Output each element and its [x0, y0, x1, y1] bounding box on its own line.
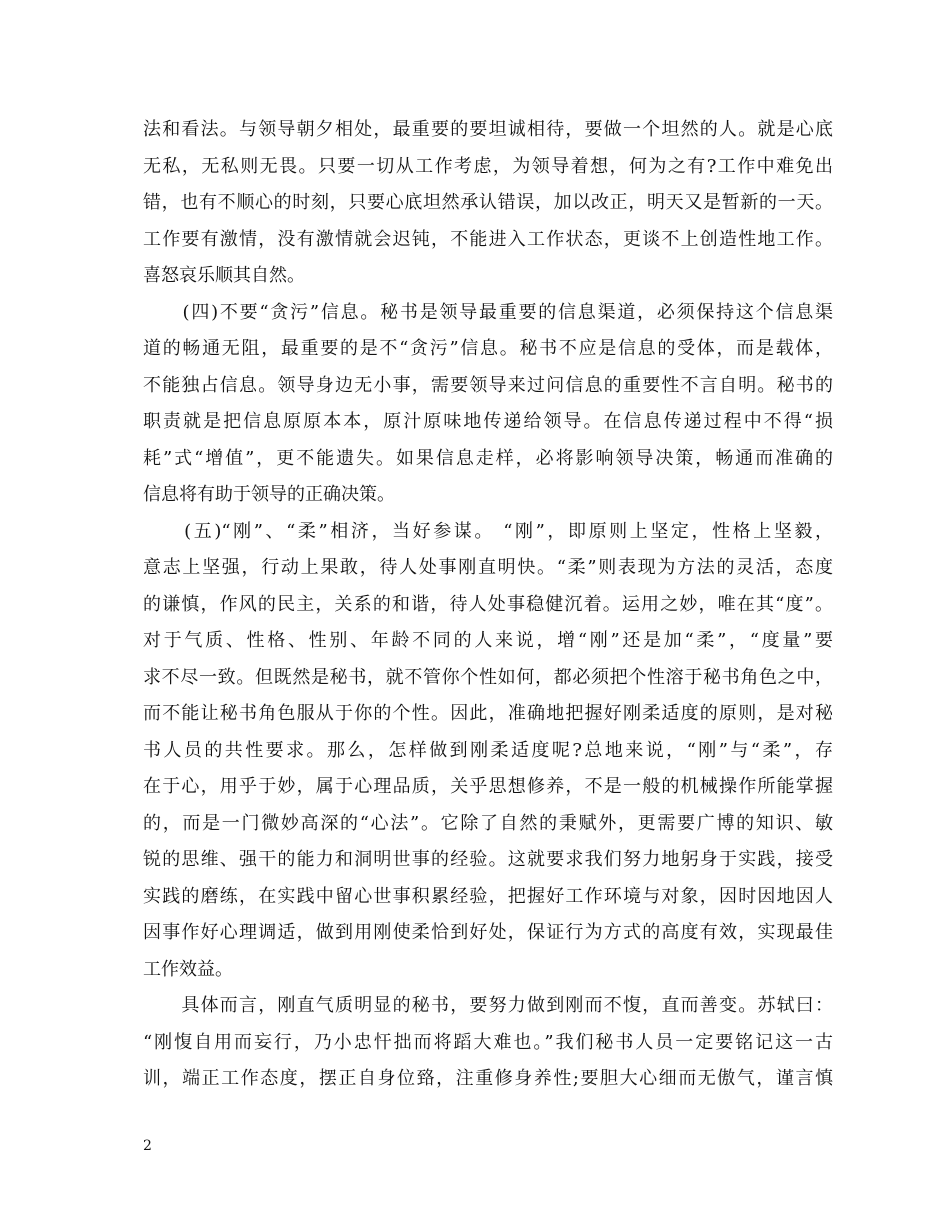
- text-line: 训，端正工作态度，摆正自身位臵，注重修身养性;要胆大心细而无傲气，谨言慎: [143, 1068, 833, 1089]
- paragraph-4: [143, 988, 833, 1098]
- text-line: 意志上坚强，行动上果敢，待人处事刚直明快。“柔”则表现为方法的灵活，态度: [143, 557, 833, 578]
- text-line: “刚愎自用而妄行，乃小忠忓拙而将蹈大难也。”我们秘书人员一定要铭记这一古: [143, 1031, 833, 1053]
- text-line: 不能独占信息。领导身边无小事，需要领导来过问信息的重要性不言自明。秘书的: [143, 374, 833, 396]
- text-line: (五)“刚”、“柔”相济，当好参谋。 “刚”，即原则上坚定，性格上坚毅，: [143, 520, 833, 542]
- text-line: 锐的思维、强干的能力和洞明世事的经验。这就要求我们努力地躬身于实践，接受: [143, 849, 833, 870]
- text-line: 道的畅通无阻，最重要的是不“贪污”信息。秘书不应是信息的受体，而是载体，: [143, 338, 833, 359]
- page-number: 2: [143, 1138, 152, 1154]
- text-line: 喜怒哀乐顺其自然。: [143, 265, 305, 286]
- text-line: 而不能让秘书角色服从于你的个性。因此，准确地把握好刚柔适度的原则，是对秘: [143, 703, 833, 724]
- text-line: 因事作好心理调适，做到用刚使柔恰到好处，保证行为方式的高度有效，实现最佳: [143, 922, 833, 943]
- text-line: 错，也有不顺心的时刻，只要心底坦然承认错误，加以改正，明天又是暂新的一天。: [143, 192, 833, 213]
- text-line: 职责就是把信息原原本本，原汁原味地传递给领导。在信息传递过程中不得“损: [143, 411, 833, 432]
- text-line: 在于心，用乎于妙，属于心理品质，关乎思想修养，不是一般的机械操作所能掌握: [143, 776, 833, 797]
- text-line: 信息将有助于领导的正确决策。: [143, 484, 395, 505]
- text-line: 对于气质、性格、性别、年龄不同的人来说，增“刚”还是加“柔”，“度量”要: [143, 630, 833, 651]
- text-line: 耗”式“增值”，更不能遗失。如果信息走样，必将影响领导决策，畅通而准确的: [143, 447, 833, 469]
- text-line: 的谦慎，作风的民主，关系的和谐，待人处事稳健沉着。运用之妙，唯在其“度”。: [143, 593, 833, 615]
- text-line: 的，而是一门微妙高深的“心法”。它除了自然的秉赋外，更需要广博的知识、敏: [143, 812, 833, 834]
- document-body: [143, 112, 833, 1098]
- paragraph-3: [143, 514, 833, 989]
- text-line: 工作要有激情，没有激情就会迟钝，不能进入工作状态，更谈不上创造性地工作。: [143, 228, 833, 250]
- text-line: 实践的磨练，在实践中留心世事积累经验，把握好工作环境与对象，因时因地因人: [143, 885, 833, 907]
- text-line: 工作效益。: [143, 958, 233, 980]
- text-line: 书人员的共性要求。那么，怎样做到刚柔适度呢?总地来说，“刚”与“柔”，存: [143, 739, 833, 761]
- text-line: 求不尽一致。但既然是秘书，就不管你个性如何，都必须把个性溶于秘书角色之中，: [143, 666, 833, 688]
- text-line: 具体而言，刚直气质明显的秘书，要努力做到刚而不愎，直而善变。苏轼曰：: [143, 995, 833, 1016]
- text-line: (四)不要“贪污”信息。秘书是领导最重要的信息渠道，必须保持这个信息渠: [143, 301, 833, 323]
- text-line: 无私，无私则无畏。只要一切从工作考虑，为领导着想，何为之有?工作中难免出: [143, 155, 833, 177]
- text-line: 法和看法。与领导朝夕相处，最重要的要坦诚相待，要做一个坦然的人。就是心底: [143, 119, 833, 140]
- paragraph-2: [143, 295, 833, 514]
- paragraph-1: [143, 112, 833, 295]
